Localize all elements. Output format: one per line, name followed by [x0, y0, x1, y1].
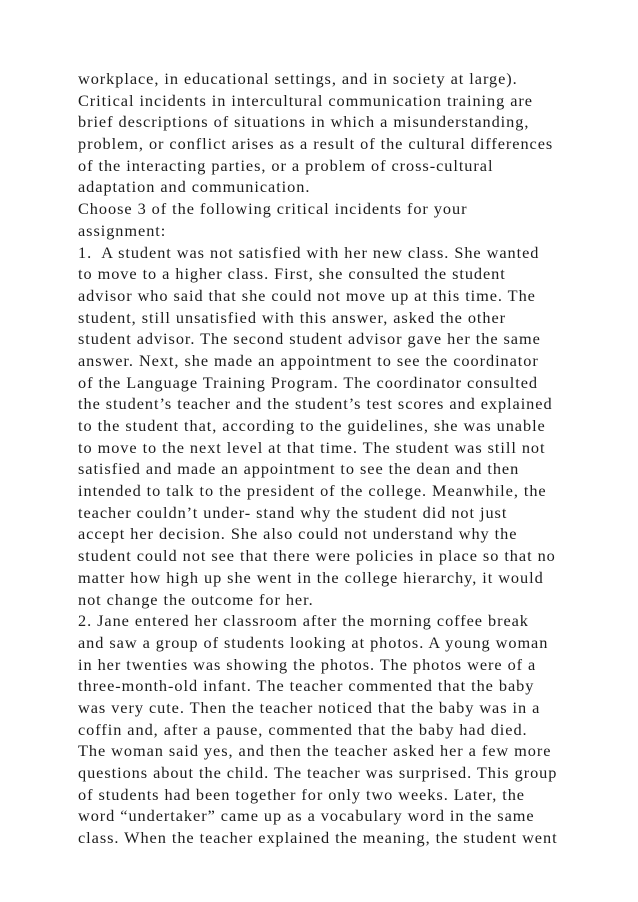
text-line: class. When the teacher explained the meaning, the student went [78, 828, 558, 848]
text-line: word “undertaker” came up as a vocabulary word in the same [78, 806, 535, 826]
text-line: teacher couldn’t under- stand why the student did not just [78, 502, 508, 522]
text-line: to move to a higher class. First, she consulted the student [78, 264, 506, 284]
text-line: intended to talk to the president of the college. Meanwhile, the [78, 481, 547, 501]
text-line: questions about the child. The teacher was surprised. This group [78, 763, 558, 782]
text-line: of students had been together for only two weeks. Later, the [78, 784, 525, 804]
text-line: to the student that, according to the guidelines, she was unable [78, 416, 546, 435]
text-line: matter how high up she went in the college hierarchy, it would [78, 567, 544, 587]
text-line: 1. A student was not satisfied with her new class. She wanted [78, 242, 540, 262]
text-line: of the Language Training Program. The coordinator consulted [78, 372, 538, 392]
text-line: in her twenties was showing the photos. The photos were of a [78, 654, 537, 674]
text-line: adaptation and communication. [78, 177, 311, 197]
text-line: and saw a group of students looking at photos. A young woman [78, 632, 549, 652]
text-line: student, still unsatisfied with this answer, asked the other [78, 307, 507, 327]
text-line: problem, or conflict arises as a result of the cultural differences [78, 134, 554, 154]
text-line: 2. Jane entered her classroom after the morning coffee break [78, 611, 529, 631]
text-line: accept her decision. She also could not understand why the [78, 524, 518, 544]
text-line: student advisor. The second student advisor gave her the same [78, 329, 541, 349]
text-line: the student’s teacher and the student’s test scores and explained [78, 394, 553, 414]
text-line: The woman said yes, and then the teacher asked her a few more [78, 741, 552, 761]
text-line: coffin and, after a pause, commented that the baby had died. [78, 719, 528, 739]
text-line: assignment: [78, 220, 167, 240]
text-line: answer. Next, she made an appointment to see the coordinator [78, 350, 539, 370]
text-line: student could not see that there were policies in place so that no [78, 546, 556, 566]
text-line: to move to the next level at that time. The student was still not [78, 437, 546, 457]
text-line: Choose 3 of the following critical incidents for your [78, 199, 468, 219]
text-line: three-month-old infant. The teacher commented that the baby [78, 676, 535, 696]
text-line: of the interacting parties, or a problem of cross-cultural [78, 155, 494, 175]
text-line: Critical incidents in intercultural communication training are [78, 90, 533, 110]
text-line: was very cute. Then the teacher noticed that the baby was in a [78, 697, 541, 717]
text-line: workplace, in educational settings, and in society at large). [78, 69, 518, 88]
body-text [78, 68, 578, 849]
text-line: satisfied and made an appointment to see the dean and then [78, 459, 520, 479]
text-line: advisor who said that she could not move up at this time. The [78, 285, 536, 305]
text-line: brief descriptions of situations in which a misunderstanding, [78, 112, 530, 132]
text-line: not change the outcome for her. [78, 589, 314, 609]
